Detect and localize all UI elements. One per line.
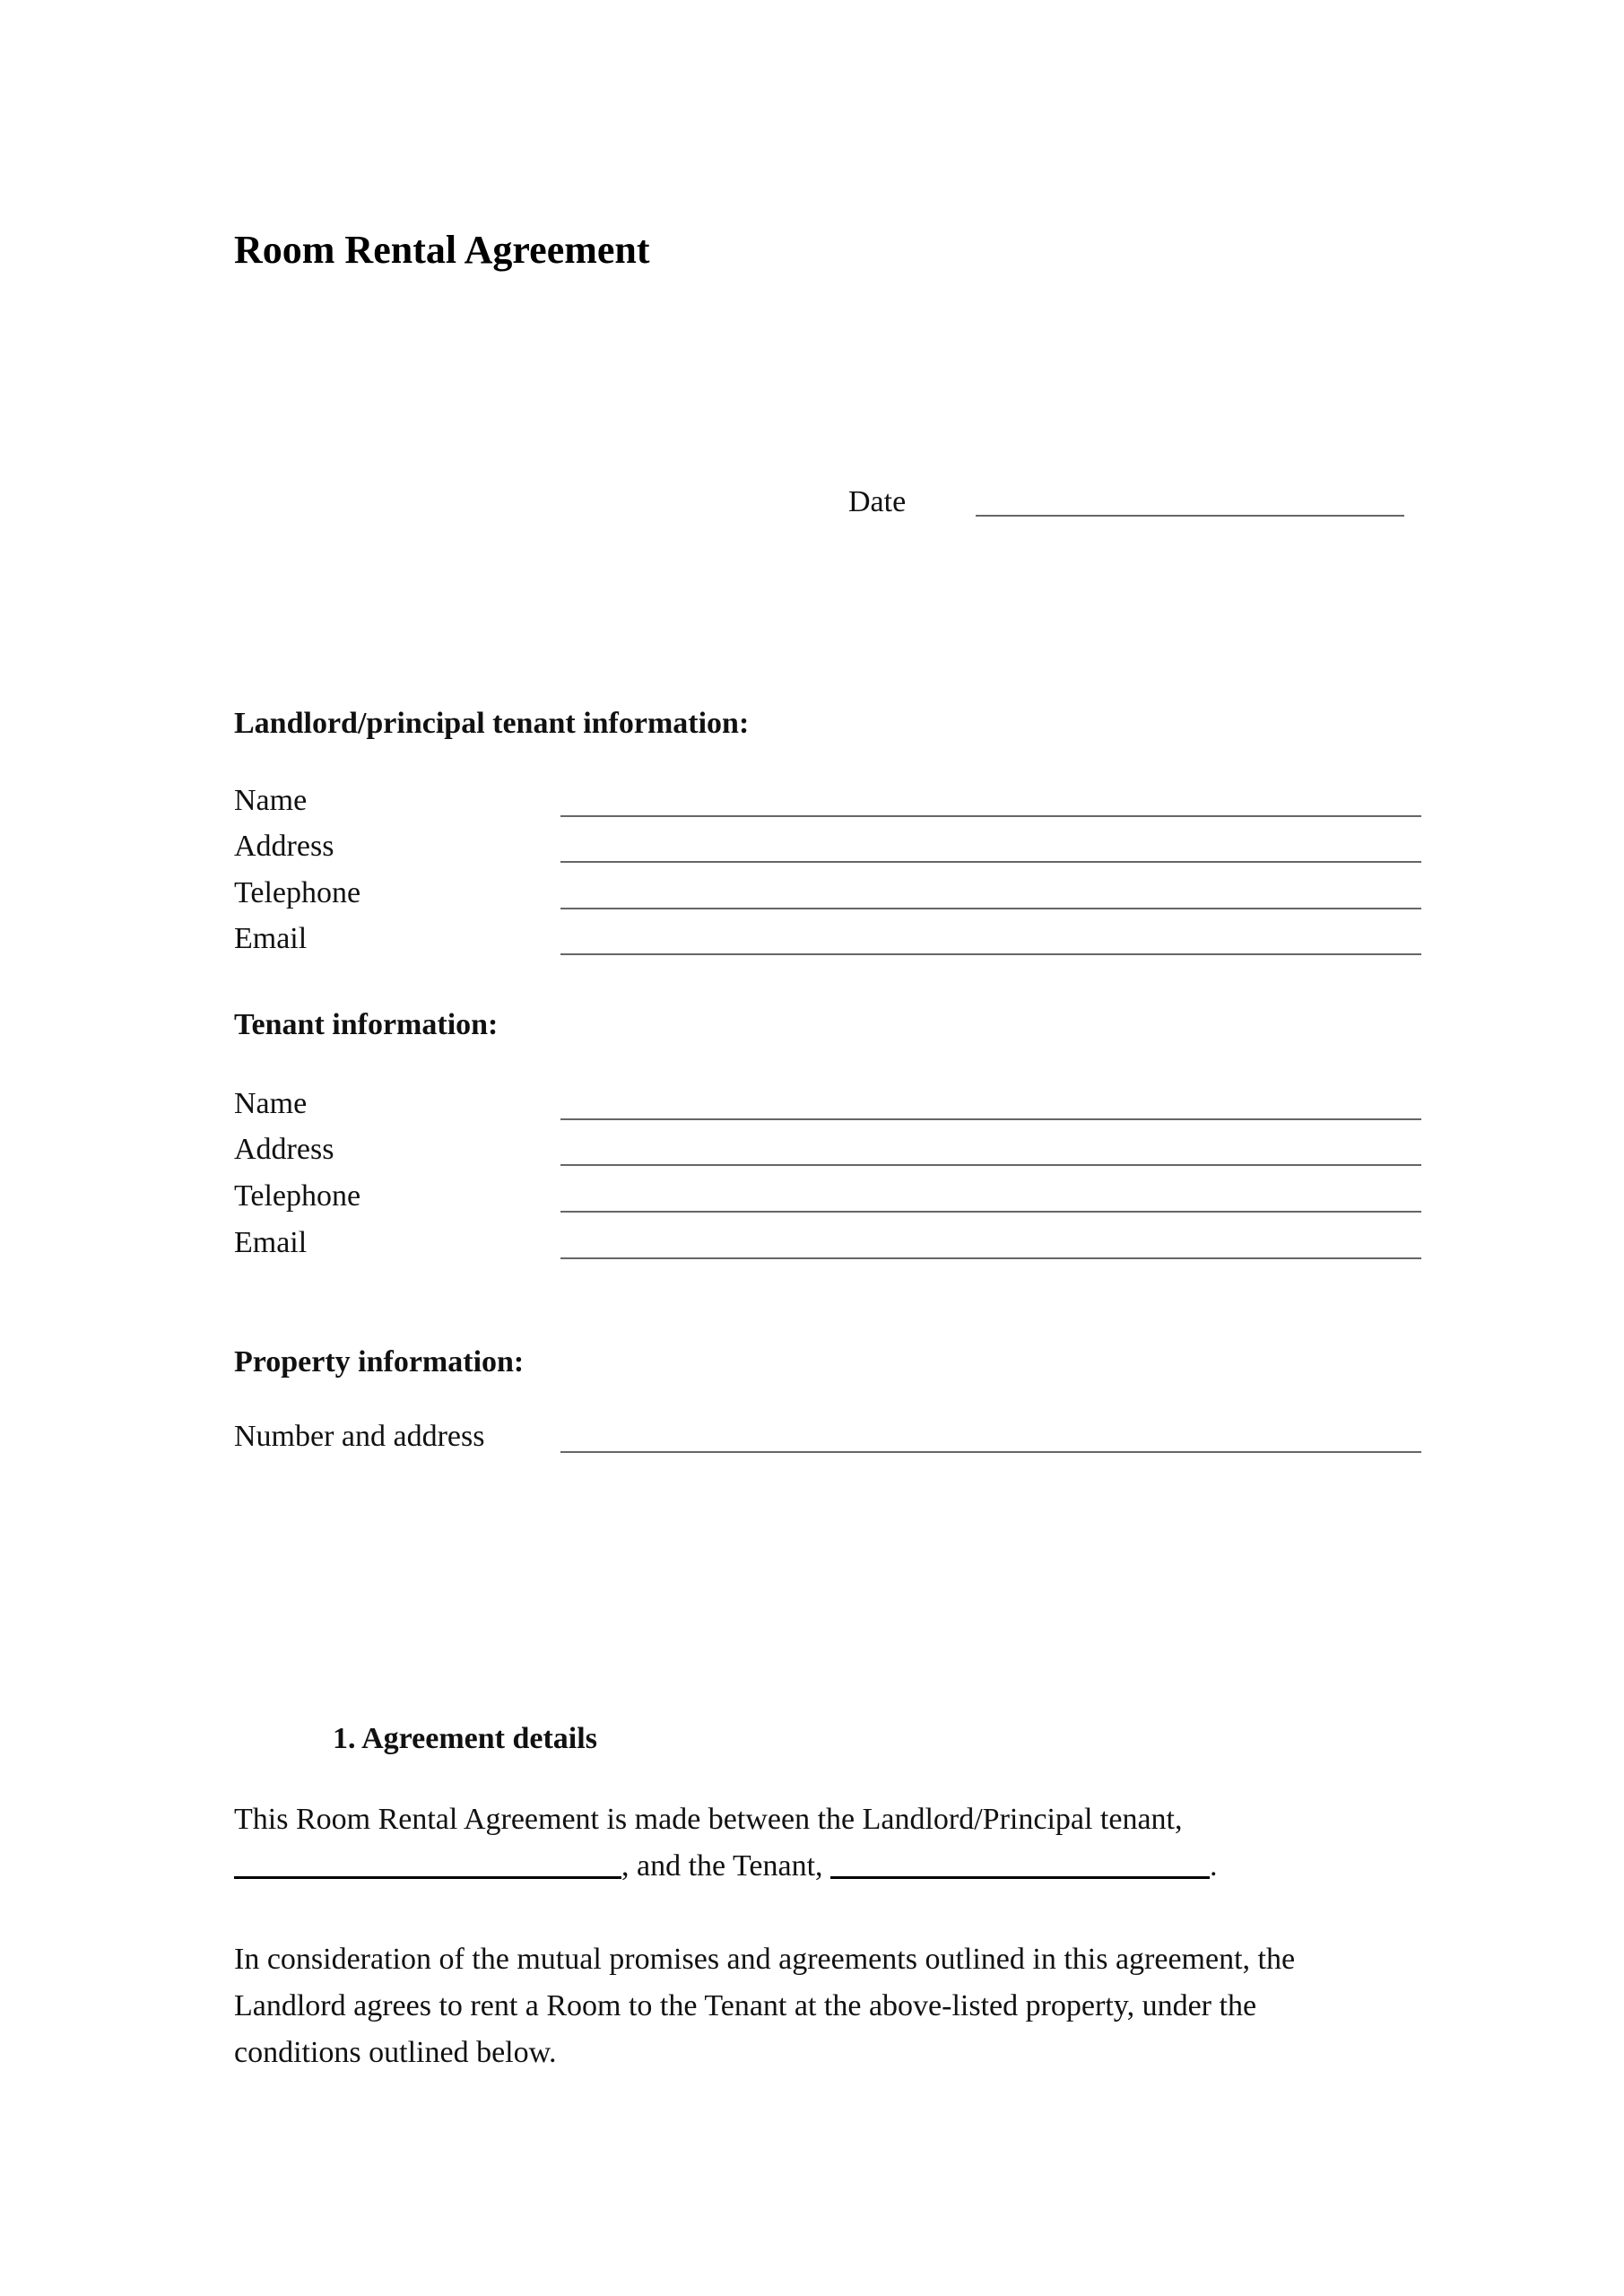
- section-heading-tenant: Tenant information:: [234, 1008, 499, 1041]
- tenant-telephone-fill-line[interactable]: [560, 1211, 1421, 1213]
- landlord-telephone-label: Telephone: [234, 876, 361, 909]
- tenant-name-label: Name: [234, 1087, 308, 1120]
- landlord-telephone-fill-line[interactable]: [560, 908, 1421, 909]
- agreement-details-heading: 1. Agreement details: [333, 1722, 597, 1755]
- tenant-address-fill-line[interactable]: [560, 1164, 1421, 1166]
- agreement-paragraph-2-line-3: conditions outlined below.: [234, 2036, 557, 2069]
- agreement-paragraph-1: [234, 1796, 1454, 1890]
- landlord-name-fill-line[interactable]: [560, 815, 1421, 817]
- agreement-paragraph-1-text-b: , and the Tenant,: [621, 1849, 823, 1883]
- tenant-name-blank-line[interactable]: [830, 1876, 1210, 1879]
- tenant-email-fill-line[interactable]: [560, 1257, 1421, 1259]
- property-number-address-fill-line[interactable]: [560, 1451, 1421, 1453]
- section-heading-property: Property information:: [234, 1345, 525, 1378]
- document-title: Room Rental Agreement: [234, 228, 650, 272]
- tenant-email-label: Email: [234, 1226, 308, 1259]
- property-number-address-label: Number and address: [234, 1420, 485, 1453]
- tenant-name-fill-line[interactable]: [560, 1118, 1421, 1120]
- tenant-address-label: Address: [234, 1133, 334, 1166]
- agreement-paragraph-1-text-c: .: [1210, 1849, 1218, 1883]
- agreement-paragraph-1-text-a: This Room Rental Agreement is made between the Landlord/Principal tenant,: [234, 1803, 1183, 1836]
- landlord-email-fill-line[interactable]: [560, 953, 1421, 955]
- tenant-telephone-label: Telephone: [234, 1179, 361, 1213]
- date-fill-line[interactable]: [976, 515, 1404, 517]
- landlord-email-label: Email: [234, 922, 308, 955]
- landlord-name-label: Name: [234, 784, 308, 817]
- landlord-address-label: Address: [234, 830, 334, 863]
- section-heading-landlord: Landlord/principal tenant information:: [234, 707, 750, 740]
- agreement-paragraph-2: [234, 1936, 1454, 2076]
- agreement-paragraph-2-line-2: Landlord agrees to rent a Room to the Tenant at the above-listed property, under the: [234, 1989, 1257, 2022]
- date-label: Date: [848, 485, 907, 518]
- agreement-paragraph-2-line-1: In consideration of the mutual promises and agreements outlined in this agreement, the: [234, 1943, 1296, 1976]
- landlord-address-fill-line[interactable]: [560, 861, 1421, 863]
- landlord-name-blank-line[interactable]: [234, 1876, 621, 1879]
